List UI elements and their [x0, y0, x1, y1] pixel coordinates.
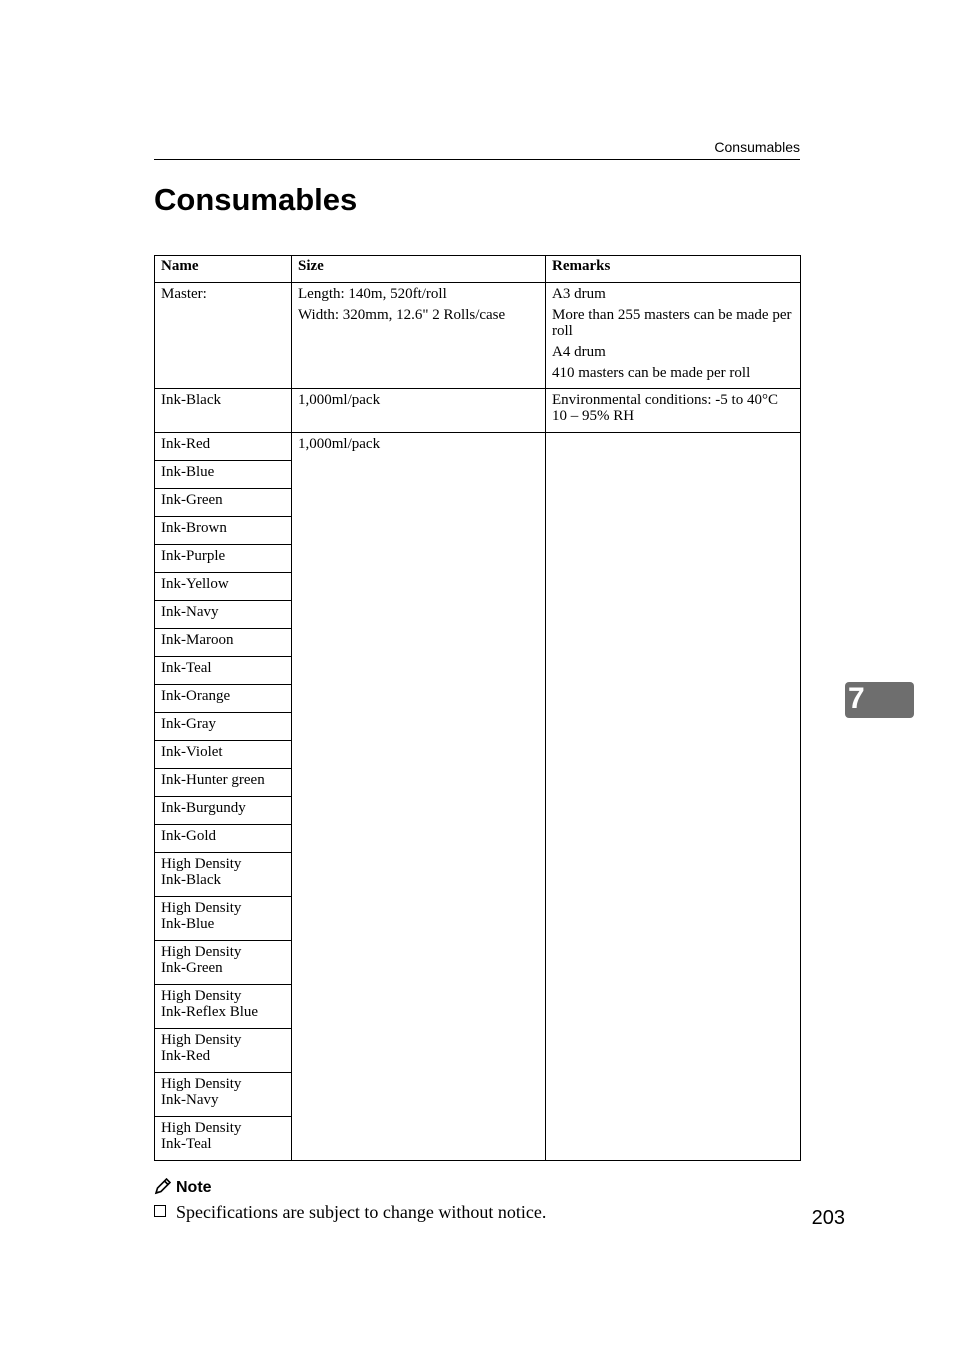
master-size [292, 283, 546, 389]
master-remark-a4-count: 410 masters can be made per roll [552, 365, 751, 381]
ink-name: Ink-Blue [155, 461, 292, 489]
chapter-tab [845, 682, 914, 718]
ink-name-line: Ink-Blue [161, 916, 215, 932]
column-header-remarks: Remarks [546, 256, 801, 283]
checkbox-icon [154, 1205, 166, 1217]
master-name: Master: [155, 283, 292, 389]
ink-name: Ink-Hunter green [155, 769, 292, 797]
consumables-table [154, 255, 801, 1161]
ink-name [155, 1029, 292, 1073]
ink-name-line: High Density [161, 1120, 242, 1136]
master-remark-a4: A4 drum [552, 344, 606, 360]
ink-name [155, 1117, 292, 1161]
ink-name: Ink-Orange [155, 685, 292, 713]
ink-name [155, 853, 292, 897]
other-inks-size: 1,000ml/pack [292, 433, 546, 1161]
ink-name-line: Ink-Green [161, 960, 223, 976]
table-header-row [155, 256, 801, 283]
ink-name: Ink-Gold [155, 825, 292, 853]
ink-name [155, 1073, 292, 1117]
ink-name: Ink-Yellow [155, 573, 292, 601]
master-size-width: Width: 320mm, 12.6" 2 Rolls/case [298, 307, 506, 323]
note-item [154, 1200, 546, 1224]
ink-black-name: Ink-Black [155, 389, 292, 433]
ink-black-remarks: Environmental conditions: -5 to 40°C 10 – 95% RH [546, 389, 801, 433]
ink-name: Ink-Red [155, 433, 292, 461]
ink-name-line: High Density [161, 944, 242, 960]
column-header-name: Name [155, 256, 292, 283]
note-heading [154, 1177, 212, 1199]
ink-name [155, 897, 292, 941]
note-heading-label: Note [176, 1179, 212, 1196]
ink-name: Ink-Maroon [155, 629, 292, 657]
ink-name: Ink-Brown [155, 517, 292, 545]
pencil-icon [154, 1177, 172, 1195]
ink-name-line: Ink-Red [161, 1048, 211, 1064]
ink-name: Ink-Teal [155, 657, 292, 685]
ink-name: Ink-Burgundy [155, 797, 292, 825]
ink-name: Ink-Green [155, 489, 292, 517]
ink-name-line: High Density [161, 1032, 242, 1048]
ink-name-line: High Density [161, 988, 242, 1004]
note-item-text: Specifications are subject to change without notice. [176, 1202, 547, 1222]
header-rule [154, 159, 800, 160]
running-header: Consumables [714, 139, 800, 155]
ink-name: Ink-Violet [155, 741, 292, 769]
ink-name [155, 985, 292, 1029]
page-number: 203 [811, 1207, 845, 1229]
ink-name [155, 941, 292, 985]
master-remark-a3: A3 drum [552, 286, 606, 302]
master-size-length: Length: 140m, 520ft/roll [298, 286, 447, 302]
master-remarks [546, 283, 801, 389]
ink-name: Ink-Navy [155, 601, 292, 629]
ink-name-line: Ink-Teal [161, 1136, 212, 1152]
table-row-master [155, 283, 801, 389]
ink-name-line: Ink-Navy [161, 1092, 219, 1108]
ink-name-line: High Density [161, 1076, 242, 1092]
chapter-tab-number: 7 [848, 682, 865, 715]
ink-name-line: Ink-Black [161, 872, 221, 888]
other-inks-remarks [546, 433, 801, 1161]
page-title: Consumables [154, 182, 358, 217]
ink-black-size: 1,000ml/pack [292, 389, 546, 433]
table-row-ink-black [155, 389, 801, 433]
ink-name-line: High Density [161, 856, 242, 872]
table-row [155, 433, 801, 461]
ink-name: Ink-Gray [155, 713, 292, 741]
ink-name-line: Ink-Reflex Blue [161, 1004, 259, 1020]
ink-name: Ink-Purple [155, 545, 292, 573]
column-header-size: Size [292, 256, 546, 283]
ink-name-line: High Density [161, 900, 242, 916]
master-remark-a3-count: More than 255 masters can be made per roll [552, 307, 792, 339]
